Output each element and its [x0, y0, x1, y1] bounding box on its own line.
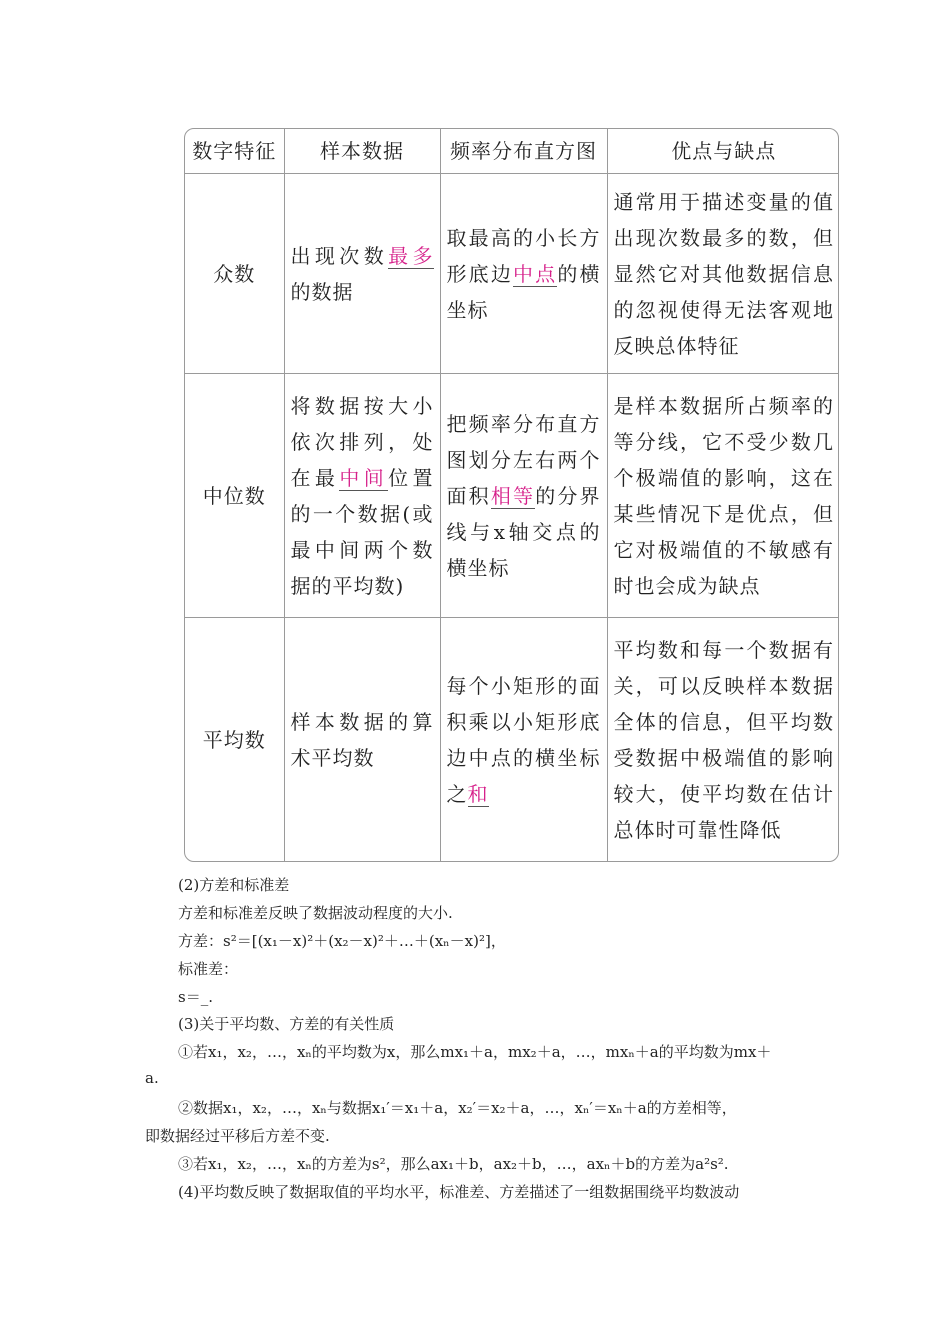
- variance-formula: 方差：s²＝[(x₁－x)²＋(x₂－x)²＋…＋(xₙ－x)²]，: [178, 932, 506, 950]
- header-sample: 样本数据: [284, 129, 440, 174]
- row-histogram: 把频率分布直方图划分左右两个面积相等的分界线与x轴交点的横坐标: [440, 374, 607, 618]
- property-1: ①若x₁，x₂，…，xₙ的平均数为x，那么mx₁＋a，mx₂＋a，…，mxₙ＋a的平均数为mx＋: [178, 1043, 772, 1061]
- row-feature: 中位数: [185, 374, 284, 618]
- header-histogram: 频率分布直方图: [440, 129, 607, 174]
- section-heading-properties: (3)关于平均数、方差的有关性质: [178, 1015, 395, 1033]
- section-heading-summary: (4)平均数反映了数据取值的平均水平，标准差、方差描述了一组数据围绕平均数波动: [178, 1183, 740, 1201]
- property-1-cont: a.: [145, 1069, 159, 1087]
- property-2-cont: 即数据经过平移后方差不变.: [145, 1127, 330, 1145]
- row-feature: 平均数: [185, 618, 284, 862]
- section-heading-variance: (2)方差和标准差: [178, 876, 290, 894]
- row-pros-cons: 是样本数据所占频率的等分线，它不受少数几个极端值的影响，这在某些情况下是优点，但它对极端值的不敏感有时也会成为缺点: [607, 374, 839, 618]
- table-row: [185, 374, 839, 618]
- row-histogram: 取最高的小长方形底边中点的横坐标: [440, 174, 607, 374]
- property-3: ③若x₁，x₂，…，xₙ的方差为s²，那么ax₁＋b，ax₂＋b，…，axₙ＋b的方差为a²s².: [178, 1155, 729, 1173]
- property-2: ②数据x₁，x₂，…，xₙ与数据x₁′＝x₁＋a，x₂′＝x₂＋a，…，xₙ′＝xₙ＋a的方差相等，: [178, 1099, 737, 1117]
- row-pros-cons: 平均数和每一个数据有关，可以反映样本数据全体的信息，但平均数受数据中极端值的影响较大，使平均数在估计总体时可靠性降低: [613, 637, 834, 842]
- header-pros-cons: 优点与缺点: [607, 129, 839, 174]
- paragraph: 方差和标准差反映了数据波动程度的大小.: [178, 904, 453, 922]
- table-row: [185, 174, 839, 374]
- header-feature: 数字特征: [185, 129, 284, 174]
- table-row: [185, 618, 839, 862]
- row-feature: 众数: [185, 174, 284, 374]
- row-sample: 将数据按大小依次排列，处在最中间位置的一个数据(或最中间两个数据的平均数): [284, 374, 440, 618]
- table-header-row: [185, 129, 839, 174]
- std-label: 标准差：: [178, 960, 239, 978]
- statistics-table: [184, 128, 839, 862]
- row-sample: 样本数据的算术平均数: [284, 618, 440, 862]
- std-formula: s＝_.: [178, 988, 213, 1006]
- row-pros-cons: 通常用于描述变量的值出现次数最多的数，但显然它对其他数据信息的忽视使得无法客观地反映总体特征: [607, 174, 839, 374]
- row-sample: 出现次数最多的数据: [284, 174, 440, 374]
- row-histogram: 每个小矩形的面积乘以小矩形底边中点的横坐标之和: [440, 618, 607, 862]
